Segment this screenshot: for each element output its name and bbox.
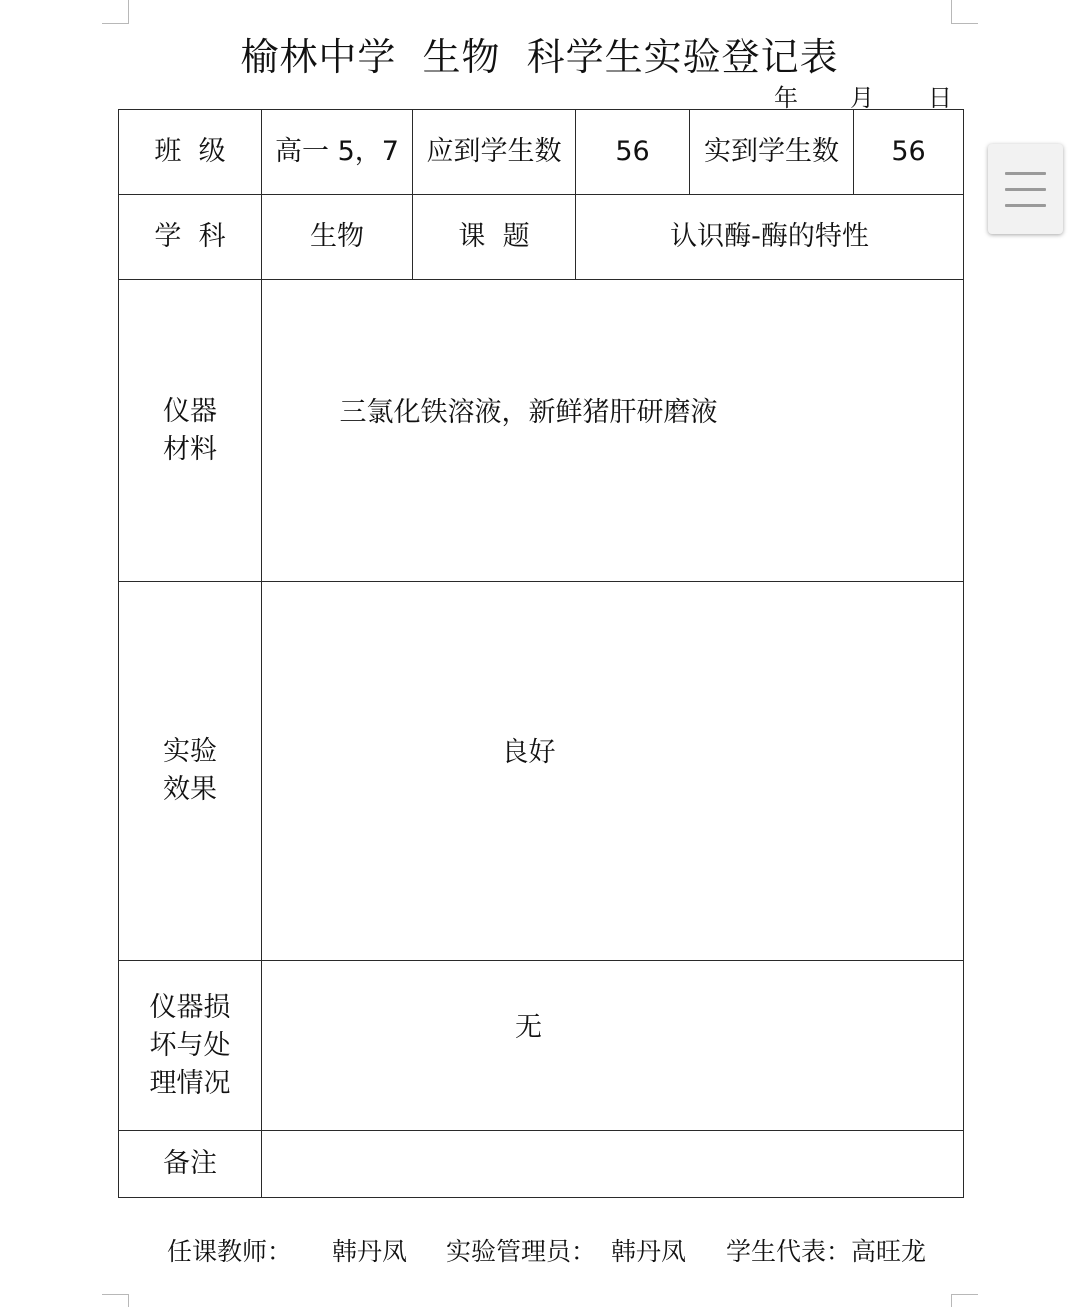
row-remarks bbox=[119, 1131, 964, 1198]
equipment-value-text: 三氯化铁溶液，新鲜猪肝研磨液 bbox=[339, 396, 718, 428]
manager-label: 实验管理员： bbox=[446, 1237, 597, 1266]
date-month-label: 月 bbox=[850, 84, 874, 112]
damage-value bbox=[262, 961, 964, 1131]
row-effect bbox=[119, 582, 964, 961]
crop-mark-top-right bbox=[951, 0, 978, 24]
damage-value-text: 无 bbox=[515, 1011, 542, 1043]
remarks-value bbox=[262, 1131, 964, 1198]
teacher-name: 韩丹凤 bbox=[332, 1237, 408, 1266]
effect-value-text: 良好 bbox=[501, 737, 556, 768]
actual-students-value: 56 bbox=[854, 110, 964, 195]
crop-mark-bottom-right bbox=[951, 1294, 978, 1307]
damage-label-line1: 仪器损 bbox=[149, 991, 231, 1023]
row-class-info bbox=[119, 110, 964, 195]
topic-value: 认识酶-酶的特性 bbox=[576, 195, 964, 280]
equipment-label-line1: 仪器 bbox=[163, 395, 217, 427]
menu-button[interactable] bbox=[988, 144, 1063, 234]
crop-mark-bottom-left bbox=[102, 1294, 129, 1307]
crop-mark-top-left bbox=[102, 0, 129, 24]
class-label: 班 级 bbox=[119, 110, 262, 195]
date-year-label: 年 bbox=[774, 84, 798, 112]
teacher-label: 任课教师： bbox=[167, 1237, 293, 1266]
manager-name: 韩丹凤 bbox=[611, 1237, 687, 1266]
class-value: 高一 5，7 bbox=[262, 110, 413, 195]
student-representative: 学生代表：高旺龙 bbox=[726, 1237, 927, 1266]
equipment-value bbox=[262, 280, 964, 582]
expected-students-value: 56 bbox=[576, 110, 690, 195]
document-title: 榆林中学 生物 科学生实验登记表 bbox=[240, 35, 839, 79]
damage-label-line3: 理情况 bbox=[149, 1067, 231, 1099]
row-equipment bbox=[119, 280, 964, 582]
row-subject-topic bbox=[119, 195, 964, 280]
equipment-label bbox=[119, 280, 262, 582]
actual-students-label: 实到学生数 bbox=[690, 110, 854, 195]
effect-label-line2: 效果 bbox=[163, 774, 217, 805]
equipment-label-line2: 材料 bbox=[163, 433, 217, 465]
subject-value: 生物 bbox=[262, 195, 413, 280]
subject-label: 学 科 bbox=[119, 195, 262, 280]
effect-label-line1: 实验 bbox=[163, 736, 217, 767]
row-damage bbox=[119, 961, 964, 1131]
effect-value bbox=[262, 582, 964, 961]
topic-label: 课 题 bbox=[413, 195, 576, 280]
damage-label bbox=[119, 961, 262, 1131]
damage-label-line2: 坏与处 bbox=[149, 1029, 231, 1061]
effect-label bbox=[119, 582, 262, 961]
expected-students-label: 应到学生数 bbox=[413, 110, 576, 195]
date-day-label: 日 bbox=[928, 84, 952, 112]
remarks-label: 备注 bbox=[119, 1131, 262, 1198]
registration-table bbox=[118, 109, 964, 1198]
